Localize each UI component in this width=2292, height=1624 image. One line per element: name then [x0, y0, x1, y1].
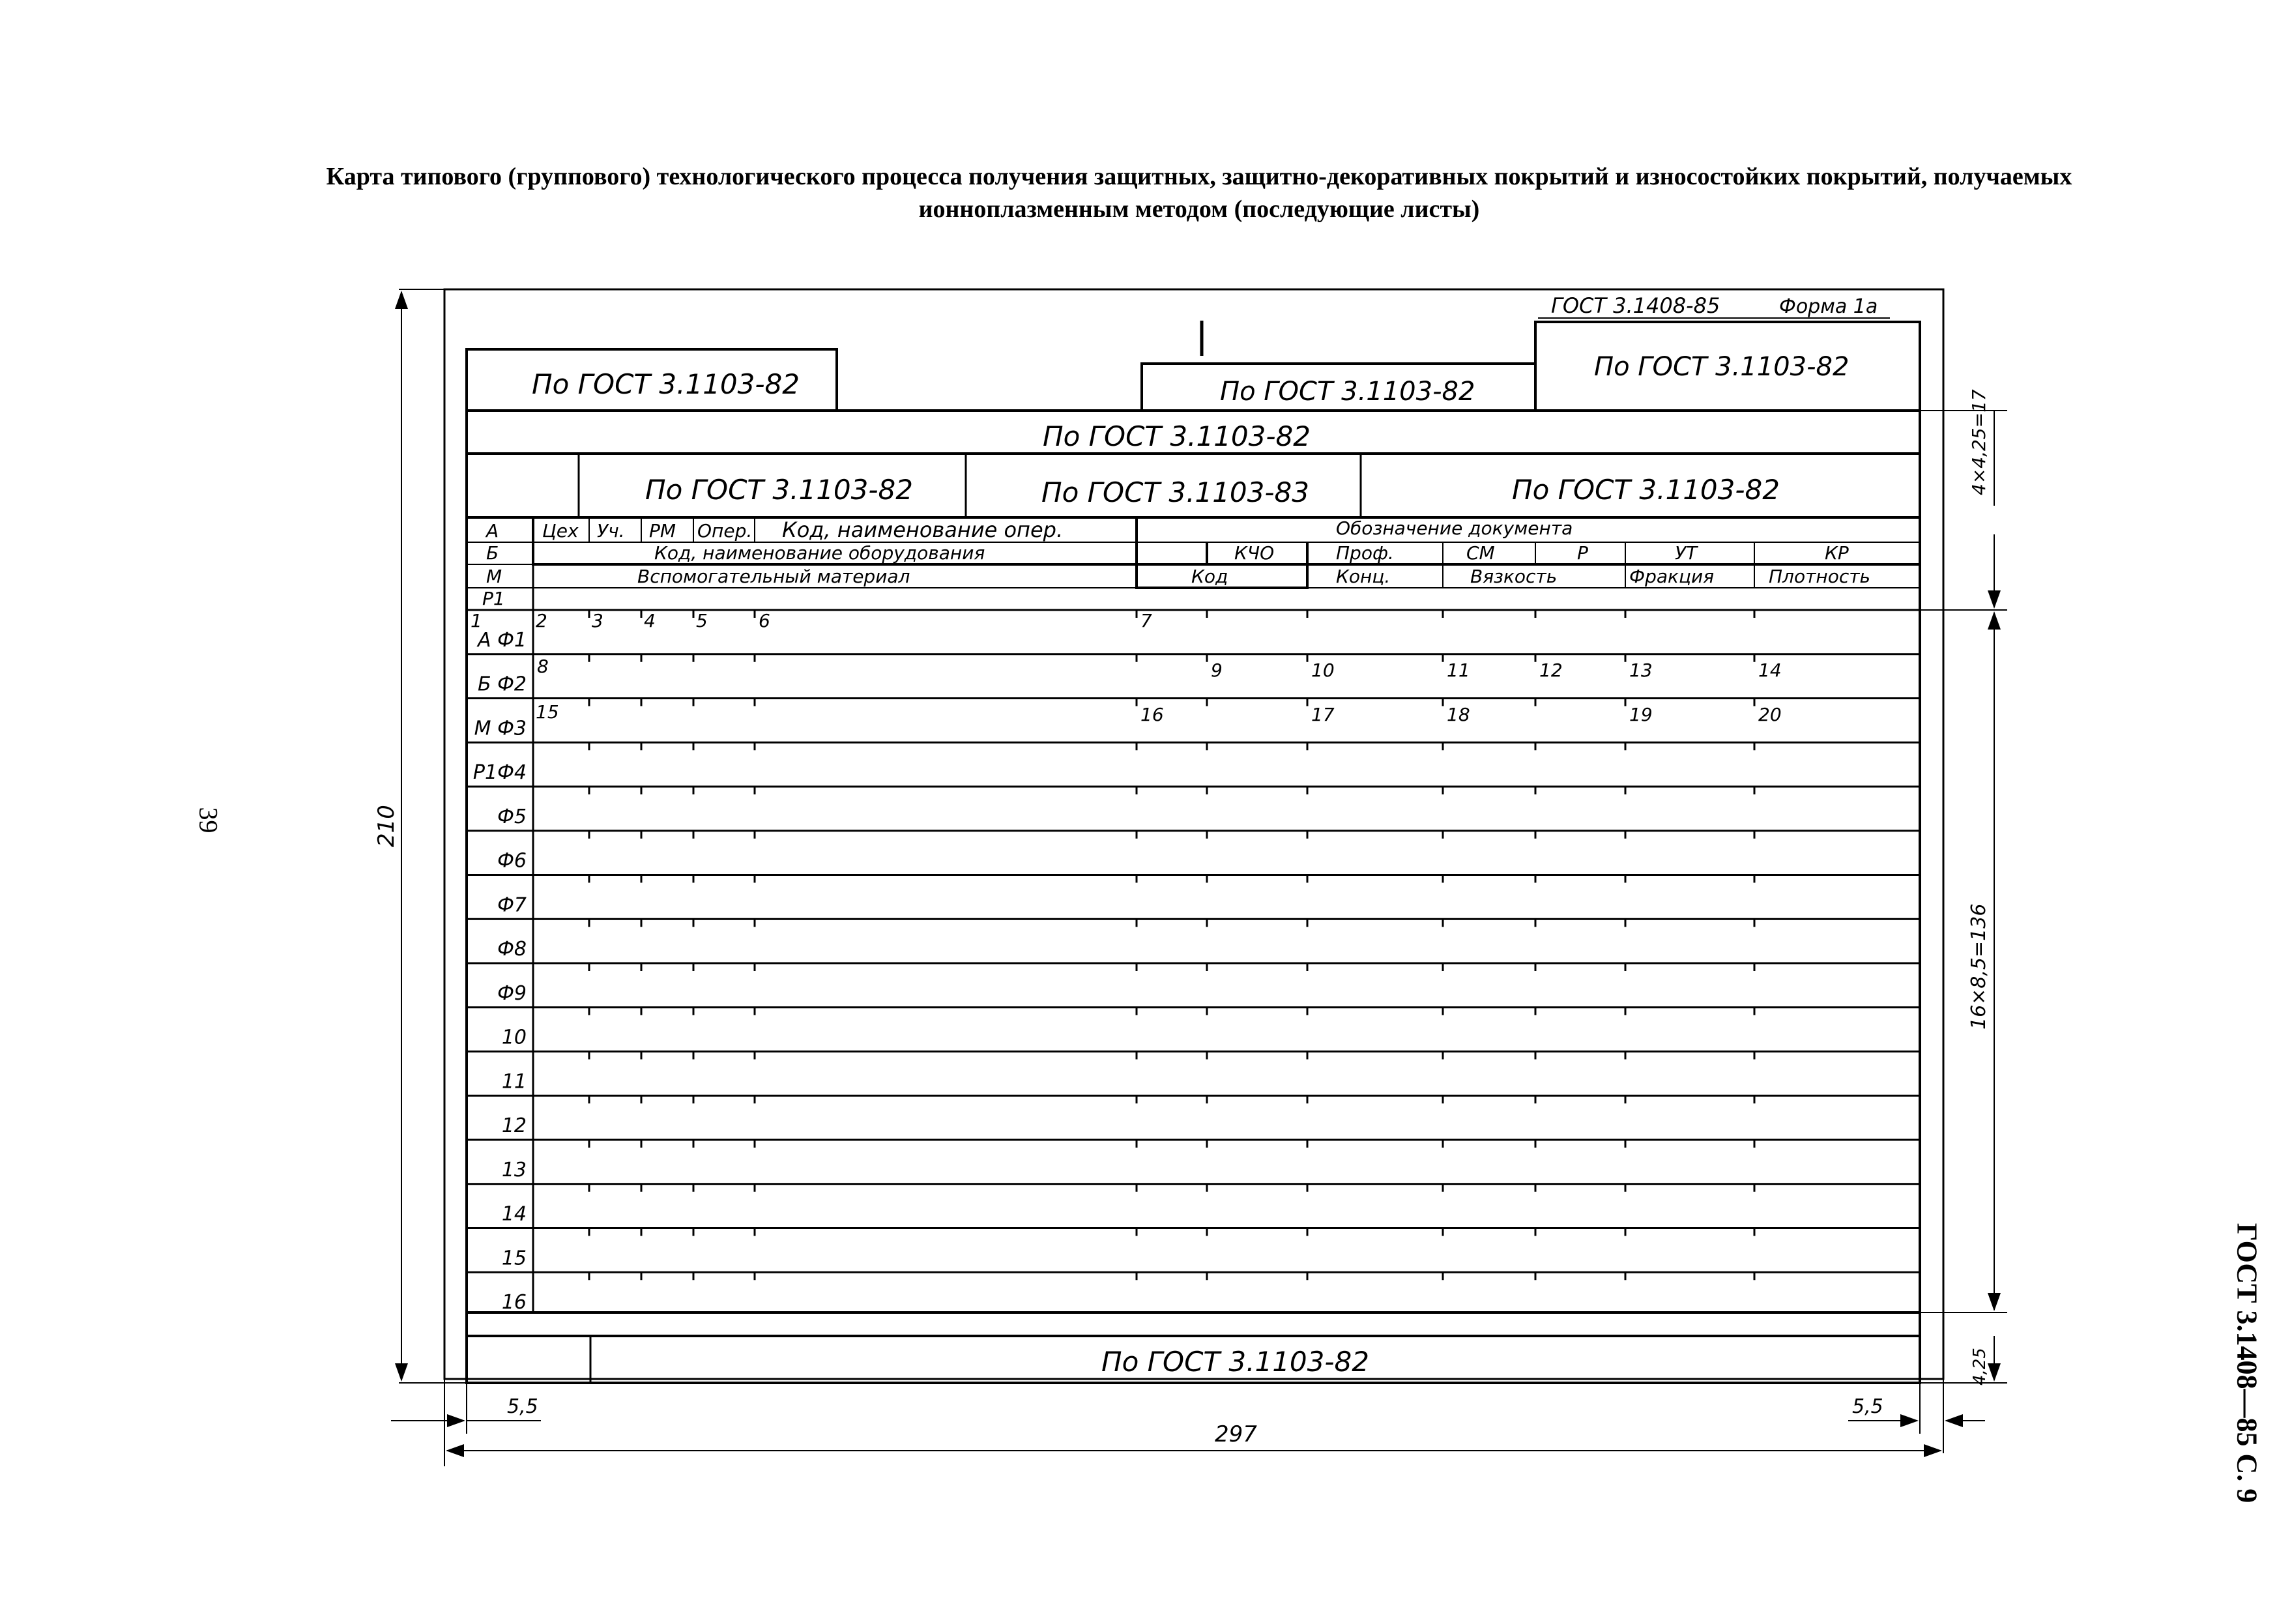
colnum: 10 — [1311, 660, 1335, 681]
col-kr: КР — [1825, 542, 1849, 564]
colnum: 2 — [536, 610, 547, 631]
dim-height: 210 — [373, 805, 399, 847]
col-konts: Конц. — [1336, 566, 1391, 587]
col-kcho: КЧО — [1234, 542, 1275, 564]
row-code-M: М — [486, 566, 502, 587]
row-label: Б Ф2 — [477, 673, 527, 696]
col-uch: Уч. — [597, 520, 625, 542]
row-label: Р1Ф4 — [472, 761, 527, 784]
row2-text: По ГОСТ 3.1103-82 — [1043, 420, 1311, 452]
row-label: 10 — [501, 1026, 527, 1049]
footer-text: По ГОСТ 3.1103-82 — [1101, 1346, 1369, 1378]
dim-width: 297 — [1215, 1421, 1257, 1447]
sheet-frame — [444, 289, 1943, 1466]
dim-margin-left: 5,5 — [507, 1395, 538, 1418]
row-label: 15 — [501, 1247, 527, 1270]
col-vyazk: Вязкость — [1470, 566, 1558, 587]
header-standard: ГОСТ 3.1408-85 — [1551, 293, 1720, 318]
col-oper: Опер. — [697, 520, 753, 542]
col-tseh: Цех — [542, 520, 579, 542]
row-code-B: Б — [486, 542, 499, 564]
row-label: М Ф3 — [474, 717, 527, 740]
block-mid-text: По ГОСТ 3.1103-82 — [1220, 377, 1475, 407]
colnum: 17 — [1311, 704, 1335, 725]
form-label: Форма 1а — [1779, 295, 1878, 318]
col-material: Вспомогательный материал — [637, 566, 910, 587]
col-equip: Код, наименование оборудования — [654, 542, 985, 564]
body-rows — [467, 610, 1920, 1314]
colnum: 19 — [1629, 704, 1653, 725]
colnum: 9 — [1211, 660, 1223, 681]
colnum: 4 — [644, 610, 656, 631]
row-label: 11 — [501, 1070, 527, 1094]
row3a-text: По ГОСТ 3.1103-82 — [645, 474, 913, 506]
row-code-A: А — [486, 520, 499, 542]
colnum: 14 — [1758, 660, 1782, 681]
title-line-1: Карта типового (группового) технологического процесса получения защитных, защитно-декоративных покрытий и износостойких покрытий, получаемых — [326, 163, 2072, 190]
col-fraktsiya: Фракция — [1629, 566, 1715, 587]
colnum: 1 — [471, 610, 482, 631]
row-label: Ф6 — [497, 849, 527, 873]
col-doc: Обозначение документа — [1336, 517, 1573, 539]
dim-footer-row: 4,25 — [1970, 1348, 1990, 1385]
col-rm: РМ — [649, 520, 676, 542]
column-numbers — [471, 610, 1782, 725]
colnum: 7 — [1140, 610, 1152, 631]
colnum: 16 — [1140, 704, 1164, 725]
colnum: 18 — [1447, 704, 1470, 725]
row-label: 13 — [501, 1158, 527, 1182]
block-left-text: По ГОСТ 3.1103-82 — [532, 368, 800, 400]
dimension-lines — [391, 289, 2007, 1451]
row3c-text: По ГОСТ 3.1103-82 — [1512, 474, 1780, 506]
col-prof: Проф. — [1336, 542, 1394, 564]
header-line — [1202, 293, 1890, 356]
row-label: Ф7 — [497, 893, 527, 917]
colnum: 13 — [1629, 660, 1653, 681]
colnum: 3 — [592, 610, 603, 631]
title-line-2: ионноплазменным методом (последующие листы) — [918, 196, 1480, 223]
colnum: 20 — [1758, 704, 1782, 725]
row-label: 14 — [501, 1202, 527, 1226]
colnum: 8 — [537, 656, 549, 677]
colnum: 12 — [1539, 660, 1563, 681]
row-label: А Ф1 — [478, 628, 527, 652]
colnum: 15 — [536, 701, 559, 723]
row3b-text: По ГОСТ 3.1103-83 — [1041, 476, 1309, 508]
row-label: Ф9 — [497, 981, 527, 1005]
row-label: Ф5 — [497, 805, 527, 828]
row-code-P1: Р1 — [482, 588, 505, 609]
block-right-text: По ГОСТ 3.1103-82 — [1594, 352, 1850, 382]
col-ut: УТ — [1675, 542, 1698, 564]
side-standard-label: ГОСТ 3.1408—85 С. 9 — [2231, 1223, 2263, 1503]
dim-margin-right: 5,5 — [1852, 1395, 1883, 1418]
row-label: 12 — [501, 1114, 527, 1137]
colnum: 11 — [1447, 660, 1470, 681]
dim-body-rows: 16×8,5=136 — [1967, 903, 1990, 1030]
page-number: 39 — [194, 807, 224, 834]
col-plotnost: Плотность — [1769, 566, 1871, 587]
dim-top-rows: 4×4,25=17 — [1968, 389, 1990, 495]
col-kod-oper: Код, наименование опер. — [782, 517, 1064, 542]
row-label: Ф8 — [497, 938, 527, 961]
colnum: 6 — [759, 610, 770, 631]
row-label: 16 — [501, 1291, 527, 1314]
col-kod: Код — [1191, 566, 1228, 587]
service-rows-grid — [467, 517, 1920, 1312]
col-r: Р — [1577, 542, 1588, 564]
col-sm: СМ — [1466, 542, 1495, 564]
colnum: 5 — [696, 610, 708, 631]
